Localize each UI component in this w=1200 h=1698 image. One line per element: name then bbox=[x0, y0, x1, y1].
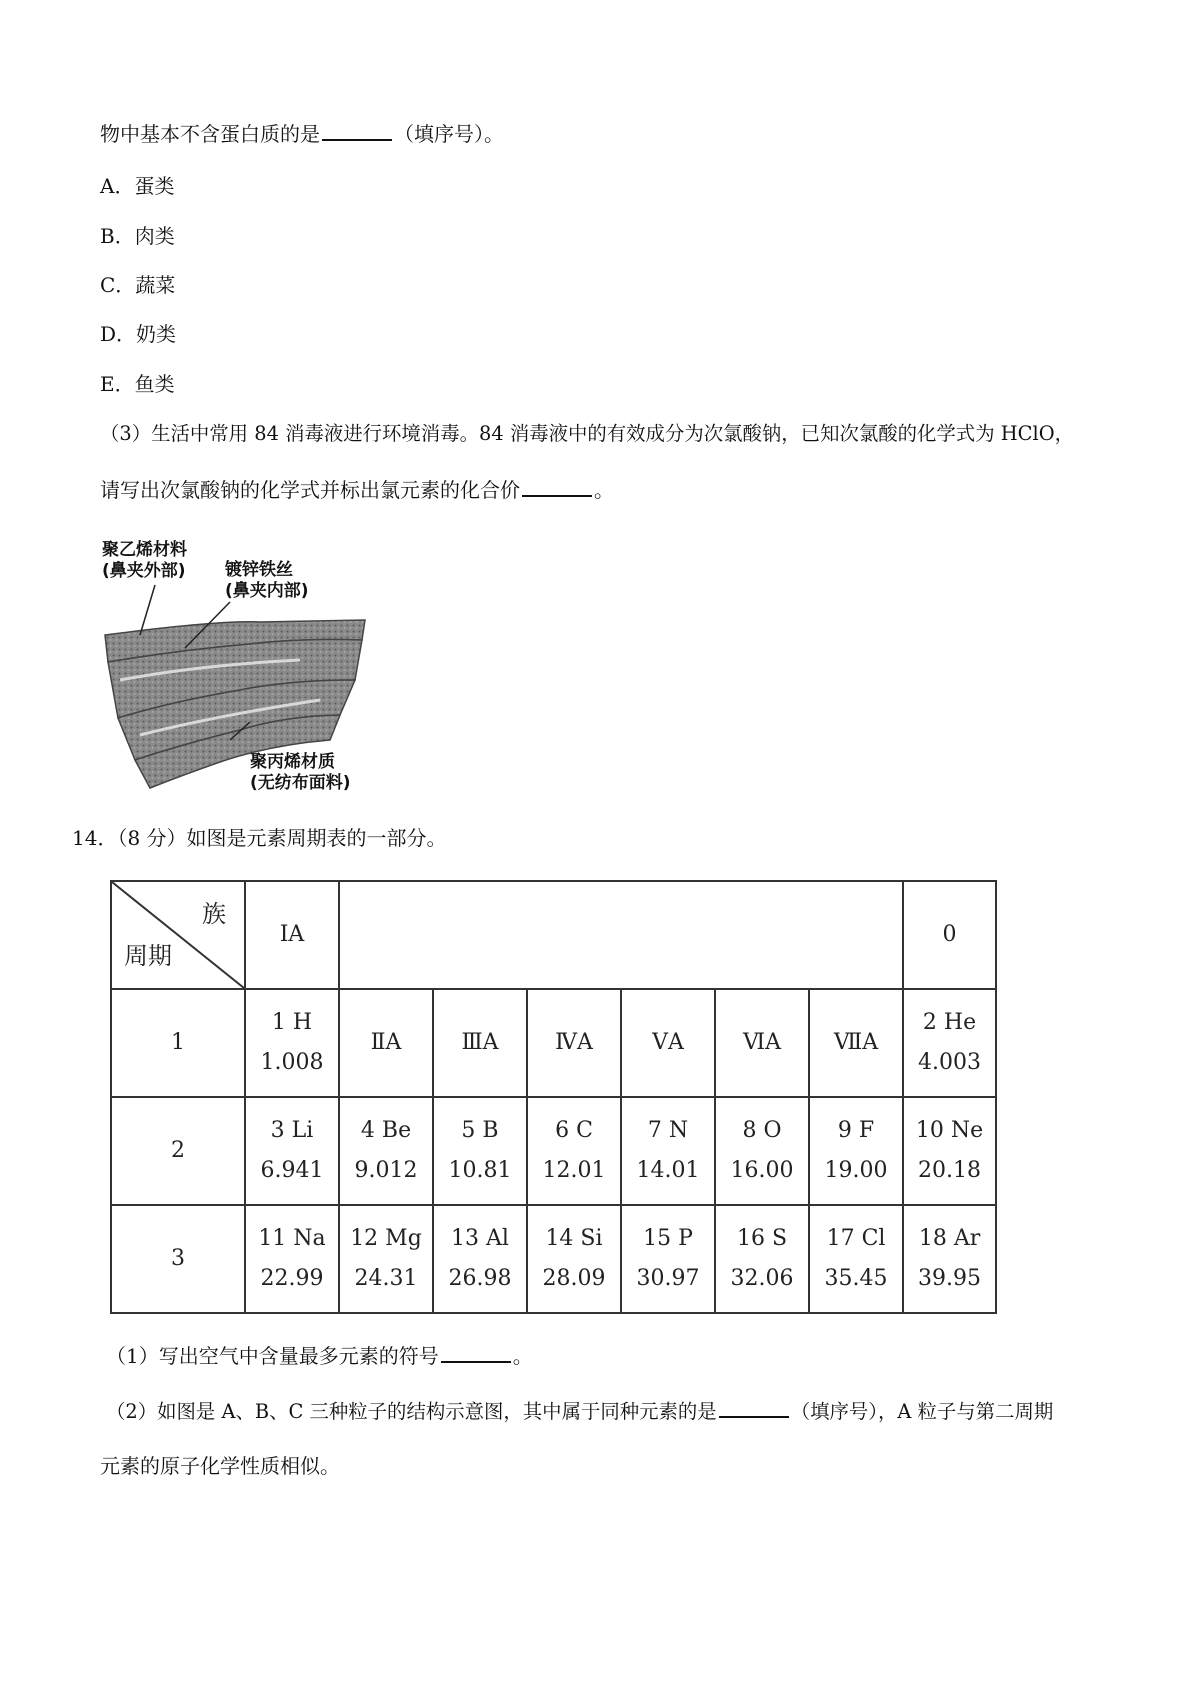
group-header: ⅣA bbox=[527, 989, 621, 1097]
element-mass: 28.09 bbox=[542, 1266, 606, 1291]
element-symbol: 3 Li bbox=[270, 1118, 314, 1143]
option-d bbox=[100, 320, 176, 348]
element-cell bbox=[621, 1205, 715, 1313]
answer-blank bbox=[522, 477, 592, 497]
group-header: ⅢA bbox=[433, 989, 527, 1097]
group-header: ⅡA bbox=[339, 989, 433, 1097]
element-symbol: 8 O bbox=[742, 1118, 782, 1143]
element-mass: 26.98 bbox=[448, 1266, 512, 1291]
option-letter: C． bbox=[100, 273, 136, 297]
option-text: 鱼类 bbox=[134, 372, 175, 396]
q13-intro-suffix: （填序号）。 bbox=[394, 122, 504, 146]
q13-part3-line2 bbox=[100, 476, 614, 504]
element-mass: 22.99 bbox=[260, 1266, 324, 1291]
element-mass: 39.95 bbox=[918, 1266, 982, 1291]
q13-intro-text: 物中基本不含蛋白质的是 bbox=[100, 122, 320, 146]
group-header: ⅥA bbox=[715, 989, 809, 1097]
element-symbol: 18 Ar bbox=[918, 1226, 981, 1251]
group-ia-header: IA bbox=[245, 881, 339, 989]
element-cell bbox=[245, 1097, 339, 1205]
element-symbol: 1 H bbox=[271, 1010, 313, 1035]
element-mass: 30.97 bbox=[636, 1266, 700, 1291]
period-label: 3 bbox=[111, 1205, 245, 1313]
element-mass: 32.06 bbox=[730, 1266, 794, 1291]
element-cell bbox=[245, 989, 339, 1097]
table-header-row bbox=[111, 881, 996, 989]
element-cell bbox=[809, 1205, 903, 1313]
option-letter: D． bbox=[100, 322, 137, 346]
table-row bbox=[111, 989, 996, 1097]
group-0-header: 0 bbox=[903, 881, 996, 989]
corner-period-label: 周期 bbox=[124, 942, 172, 970]
option-letter: A． bbox=[100, 174, 135, 198]
element-mass: 6.941 bbox=[260, 1158, 324, 1183]
element-mass: 1.008 bbox=[260, 1050, 324, 1075]
option-a bbox=[100, 172, 174, 200]
option-b bbox=[100, 222, 175, 250]
table-row bbox=[111, 1205, 996, 1313]
label-text: 聚乙烯材料 bbox=[102, 540, 187, 560]
q14-part2-line1 bbox=[106, 1398, 1053, 1426]
mask-label-outer bbox=[102, 540, 187, 582]
q13-part3-suffix: 。 bbox=[594, 478, 614, 502]
element-symbol: 2 He bbox=[922, 1010, 977, 1035]
element-cell bbox=[715, 1097, 809, 1205]
q14-part2-line2: 元素的原子化学性质相似。 bbox=[100, 1454, 340, 1478]
answer-blank bbox=[441, 1343, 511, 1363]
q13-intro-line bbox=[100, 120, 504, 148]
element-cell bbox=[527, 1205, 621, 1313]
empty-header-span bbox=[339, 881, 903, 989]
periodic-table bbox=[110, 880, 997, 1314]
element-symbol: 17 Cl bbox=[826, 1226, 886, 1251]
element-symbol: 15 P bbox=[643, 1226, 693, 1251]
q14-part1-text: （1）写出空气中含量最多元素的符号 bbox=[106, 1344, 439, 1368]
element-cell bbox=[903, 1097, 996, 1205]
option-letter: B． bbox=[100, 224, 135, 248]
label-text: (无纺布面料) bbox=[250, 773, 351, 793]
element-cell bbox=[903, 989, 996, 1097]
option-text: 蔬菜 bbox=[135, 273, 176, 297]
element-mass: 12.01 bbox=[542, 1158, 606, 1183]
group-header: ⅤA bbox=[621, 989, 715, 1097]
option-text: 奶类 bbox=[136, 322, 177, 346]
element-symbol: 13 Al bbox=[451, 1226, 509, 1251]
element-symbol: 10 Ne bbox=[915, 1118, 984, 1143]
corner-group-label: 族 bbox=[202, 900, 226, 928]
element-mass: 16.00 bbox=[730, 1158, 794, 1183]
element-mass: 20.18 bbox=[918, 1158, 982, 1183]
answer-blank bbox=[322, 121, 392, 141]
element-cell bbox=[809, 1097, 903, 1205]
element-symbol: 12 Mg bbox=[350, 1226, 422, 1251]
option-e bbox=[100, 370, 175, 398]
element-cell bbox=[527, 1097, 621, 1205]
label-text: (鼻夹内部) bbox=[225, 581, 309, 601]
element-cell bbox=[715, 1205, 809, 1313]
element-mass: 35.45 bbox=[824, 1266, 888, 1291]
q14-part2-text: （2）如图是 A、B、C 三种粒子的结构示意图，其中属于同种元素的是 bbox=[106, 1400, 717, 1423]
table-corner-cell bbox=[111, 881, 245, 989]
element-cell bbox=[339, 1205, 433, 1313]
element-mass: 19.00 bbox=[824, 1158, 888, 1183]
q14-title: 14．（8 分）如图是元素周期表的一部分。 bbox=[72, 826, 447, 850]
element-cell bbox=[621, 1097, 715, 1205]
element-mass: 4.003 bbox=[918, 1050, 982, 1075]
element-symbol: 9 F bbox=[837, 1118, 875, 1143]
element-symbol: 6 C bbox=[555, 1118, 593, 1143]
mask-label-fabric bbox=[250, 752, 351, 794]
element-symbol: 4 Be bbox=[360, 1118, 412, 1143]
element-cell bbox=[339, 1097, 433, 1205]
element-mass: 24.31 bbox=[354, 1266, 418, 1291]
mask-label-inner bbox=[225, 560, 309, 602]
option-c bbox=[100, 271, 175, 299]
element-mass: 10.81 bbox=[448, 1158, 512, 1183]
q13-part3-text: 请写出次氯酸钠的化学式并标出氯元素的化合价 bbox=[100, 478, 520, 502]
label-text: (鼻夹外部) bbox=[102, 561, 186, 581]
element-cell bbox=[433, 1205, 527, 1313]
mask-figure bbox=[100, 540, 390, 800]
element-cell bbox=[433, 1097, 527, 1205]
option-letter: E． bbox=[100, 372, 135, 396]
element-symbol: 16 S bbox=[736, 1226, 788, 1251]
label-text: 聚丙烯材质 bbox=[250, 752, 335, 772]
option-text: 蛋类 bbox=[134, 174, 175, 198]
element-cell bbox=[245, 1205, 339, 1313]
period-label: 1 bbox=[111, 989, 245, 1097]
element-mass: 9.012 bbox=[354, 1158, 418, 1183]
table-row bbox=[111, 1097, 996, 1205]
period-label: 2 bbox=[111, 1097, 245, 1205]
q14-part1 bbox=[106, 1342, 533, 1370]
element-symbol: 5 B bbox=[461, 1118, 499, 1143]
answer-blank bbox=[719, 1398, 789, 1418]
element-symbol: 7 N bbox=[647, 1118, 689, 1143]
label-text: 镀锌铁丝 bbox=[225, 560, 293, 580]
q14-part2-suffix: （填序号），A 粒子与第二周期 bbox=[790, 1400, 1054, 1423]
element-mass: 14.01 bbox=[636, 1158, 700, 1183]
element-symbol: 14 Si bbox=[545, 1226, 603, 1251]
element-symbol: 11 Na bbox=[258, 1226, 326, 1251]
q14-part1-suffix: 。 bbox=[512, 1344, 533, 1368]
group-header: ⅦA bbox=[809, 989, 903, 1097]
option-text: 肉类 bbox=[134, 224, 175, 248]
element-cell bbox=[903, 1205, 996, 1313]
q13-part3-line1: （3）生活中常用 84 消毒液进行环境消毒。84 消毒液中的有效成分为次氯酸钠，已知次氯酸的化学式为 HClO， bbox=[100, 422, 1074, 445]
